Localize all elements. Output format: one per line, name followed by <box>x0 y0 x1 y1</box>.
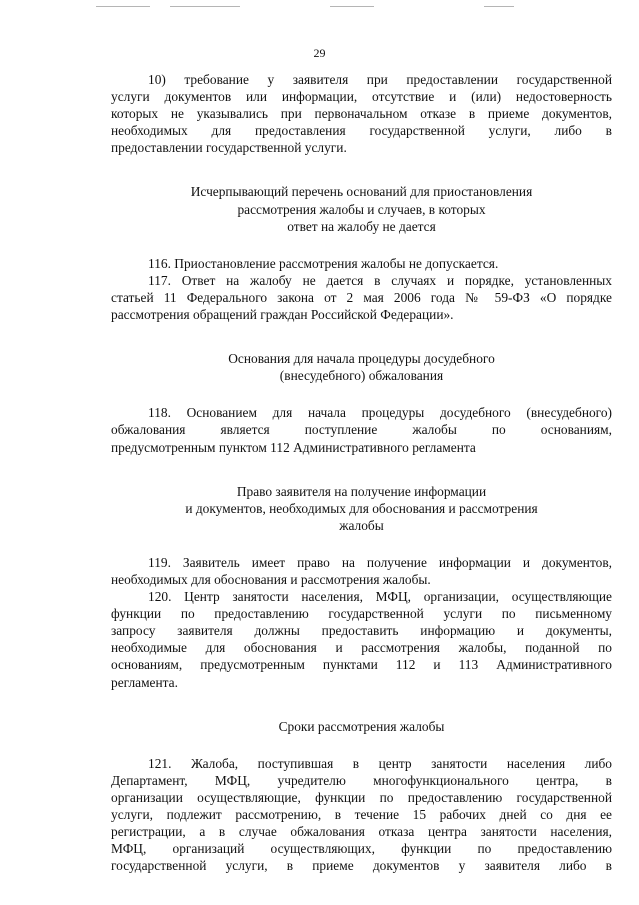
block-spacer <box>111 735 612 755</box>
document-body <box>111 71 612 874</box>
block-spacer <box>111 235 612 255</box>
text-line: которых не указывались при первоначальном отказе в приеме документов, <box>111 106 612 122</box>
text-line: регистрации, а в случае обжалования отказа центра занятости населения, <box>111 824 612 840</box>
text-line: 121. Жалоба, поступившая в центр занятости населения либо <box>148 755 612 771</box>
paragraph <box>111 255 612 272</box>
text-line: 10) требование у заявителя при предоставлении государственной <box>148 72 612 87</box>
text-line: необходимых для предоставления государственной услуги, либо в <box>111 123 612 139</box>
heading-line: Основания для начала процедуры досудебного <box>228 351 495 367</box>
heading-line: (внесудебного) обжалования <box>279 368 444 384</box>
text-line: необходимых для обоснования и рассмотрения жалобы. <box>111 571 431 587</box>
scan-artifact-line <box>330 6 374 7</box>
text-line: статьей 11 Федерального закона от 2 мая 2006 года № 59-ФЗ «О порядке <box>111 289 612 305</box>
heading-line: рассмотрения жалобы и случаев, в которых <box>237 201 486 217</box>
heading-line: жалобы <box>339 517 384 533</box>
section-heading <box>111 183 612 234</box>
block-spacer <box>111 384 612 404</box>
text-line: МФЦ, организаций осуществляющих, функции по предоставлению <box>111 841 612 857</box>
text-line: 120. Центр занятости населения, МФЦ, организации, осуществляющие <box>148 589 612 605</box>
text-line: Департамент, МФЦ, учредителю многофункционального центра, в <box>111 772 612 788</box>
scan-artifact-line <box>170 6 240 7</box>
heading-line: и документов, необходимых для обоснования и рассмотрения <box>185 500 538 516</box>
paragraph <box>111 71 612 156</box>
paragraph <box>111 404 612 455</box>
page-number: 29 <box>313 46 326 60</box>
block-spacer <box>111 323 612 350</box>
paragraph <box>111 272 612 323</box>
text-line: функции по предоставлению государственной услуги по письменному <box>111 606 612 622</box>
text-line: предоставлении государственной услуги. <box>111 140 347 156</box>
text-line: 116. Приостановление рассмотрения жалобы не допускается. <box>148 255 499 271</box>
text-line: необходимые для обоснования и рассмотрения жалобы, поданной по <box>111 640 612 656</box>
text-line: услуги, подлежит рассмотрению, в течение 15 рабочих дней со дня ее <box>111 807 612 822</box>
section-heading <box>111 483 612 534</box>
text-line: рассмотрения обращений граждан Российской Федерации». <box>111 307 454 323</box>
block-spacer <box>111 691 612 718</box>
text-line: 117. Ответ на жалобу не дается в случаях и порядке, установленных <box>148 272 612 288</box>
scan-artifact-line <box>96 6 150 7</box>
heading-line: Исчерпывающий перечень оснований для приостановления <box>190 184 533 200</box>
paragraph <box>111 755 612 875</box>
heading-line: ответ на жалобу не дается <box>287 218 436 234</box>
text-line: 119. Заявитель имеет право на получение информации и документов, <box>148 554 612 570</box>
block-spacer <box>111 534 612 554</box>
paragraph <box>111 554 612 588</box>
text-line: регламента. <box>111 674 178 690</box>
section-heading <box>111 718 612 735</box>
text-line: предусмотренным пунктом 112 Административного регламента <box>111 439 476 455</box>
text-line: 118. Основанием для начала процедуры досудебного (внесудебного) <box>148 405 612 421</box>
heading-line: Сроки рассмотрения жалобы <box>278 718 445 734</box>
text-line: услуги документов или информации, отсутствие и (или) недостоверность <box>111 89 612 105</box>
heading-line: Право заявителя на получение информации <box>236 483 487 499</box>
scan-artifact-line <box>484 6 514 7</box>
text-line: государственной услуги, в приеме документов у заявителя либо в <box>111 858 612 874</box>
text-line: основаниям, предусмотренным пунктами 112 и 113 Административного <box>111 657 612 673</box>
text-line: обжалования является поступление жалобы по основаниям, <box>111 422 612 438</box>
block-spacer <box>111 156 612 183</box>
paragraph <box>111 588 612 691</box>
section-heading <box>111 350 612 384</box>
text-line: запросу заявителя должны предоставить информацию и документы, <box>111 623 612 639</box>
block-spacer <box>111 456 612 483</box>
text-line: организации осуществляющие, функции по предоставлению государственной <box>111 789 612 805</box>
